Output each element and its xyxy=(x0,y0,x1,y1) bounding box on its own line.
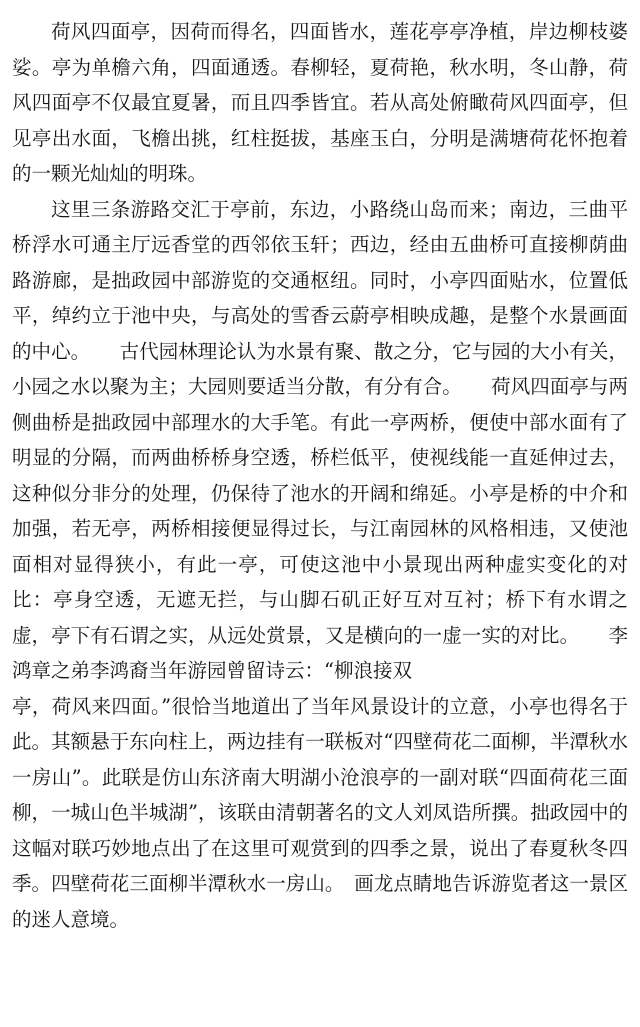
paragraph-3: 亭，荷风来四面。”很恰当地道出了当年风景设计的立意，小亭也得名于此。其额悬于东向柱上，两边挂有一联板对“四壁荷花二面柳，半潭秋水一房山”。此联是仿山东济南大明湖小沧浪亭的一副对联“四面荷花三面柳，一城山色半城湖”，该联由清朝著名的文人刘凤诰所撰。拙政园中的这幅对联巧妙地点出了在这里可观赏到的四季之景，说出了春夏秋冬四季。四壁荷花三面柳半潭秋水一房山。 画龙点睛地告诉游览者这一景区的迷人意境。 xyxy=(12,694,628,931)
paragraph-2: 这里三条游路交汇于亭前，东边，小路绕山岛而来；南边，三曲平桥浮水可通主厅远香堂的西邻依玉轩；西边，经由五曲桥可直接柳荫曲路游廊，是拙政园中部游览的交通枢纽。同时，小亭四面贴水，位置低平，绰约立于池中央，与高处的雪香云蔚亭相映成趣，是整个水景画面的中心。 古代园林理论认为水景有聚、散之分，它与园的大小有关，小园之水以聚为主；大园则要适当分散，有分有合。 荷风四面亭与两侧曲桥是拙政园中部理水的大手笔。有此一亭两桥，便使中部水面有了明显的分隔，而两曲桥桥身空透，桥栏低平，使视线能一直延伸过去，这种似分非分的处理，仍保待了池水的开阔和绵延。小亭是桥的中介和加强，若无亭，两桥相接便显得过长，与江南园林的风格相违，又使池面相对显得狭小，有此一亭，可使这池中小景现出两种虚实变化的对比：亭身空透，无遮无拦，与山脚石矶正好互对互衬；桥下有水谓之虚，亭下有石谓之实，从远处赏景，又是横向的一虚一实的对比。 李鸿章之弟李鸿裔当年游园曾留诗云：“柳浪接双 xyxy=(12,197,628,682)
document-body xyxy=(12,14,628,937)
paragraph-1: 荷风四面亭，因荷而得名，四面皆水，莲花亭亭净植，岸边柳枝婆娑。亭为单檐六角，四面通透。春柳轻，夏荷艳，秋水明，冬山静，荷风四面亭不仅最宜夏暑，而且四季皆宜。若从高处俯瞰荷风四面亭，但见亭出水面，飞檐出挑，红柱挺拔，基座玉白，分明是满塘荷花怀抱着的一颗光灿灿的明珠。 xyxy=(12,20,628,185)
